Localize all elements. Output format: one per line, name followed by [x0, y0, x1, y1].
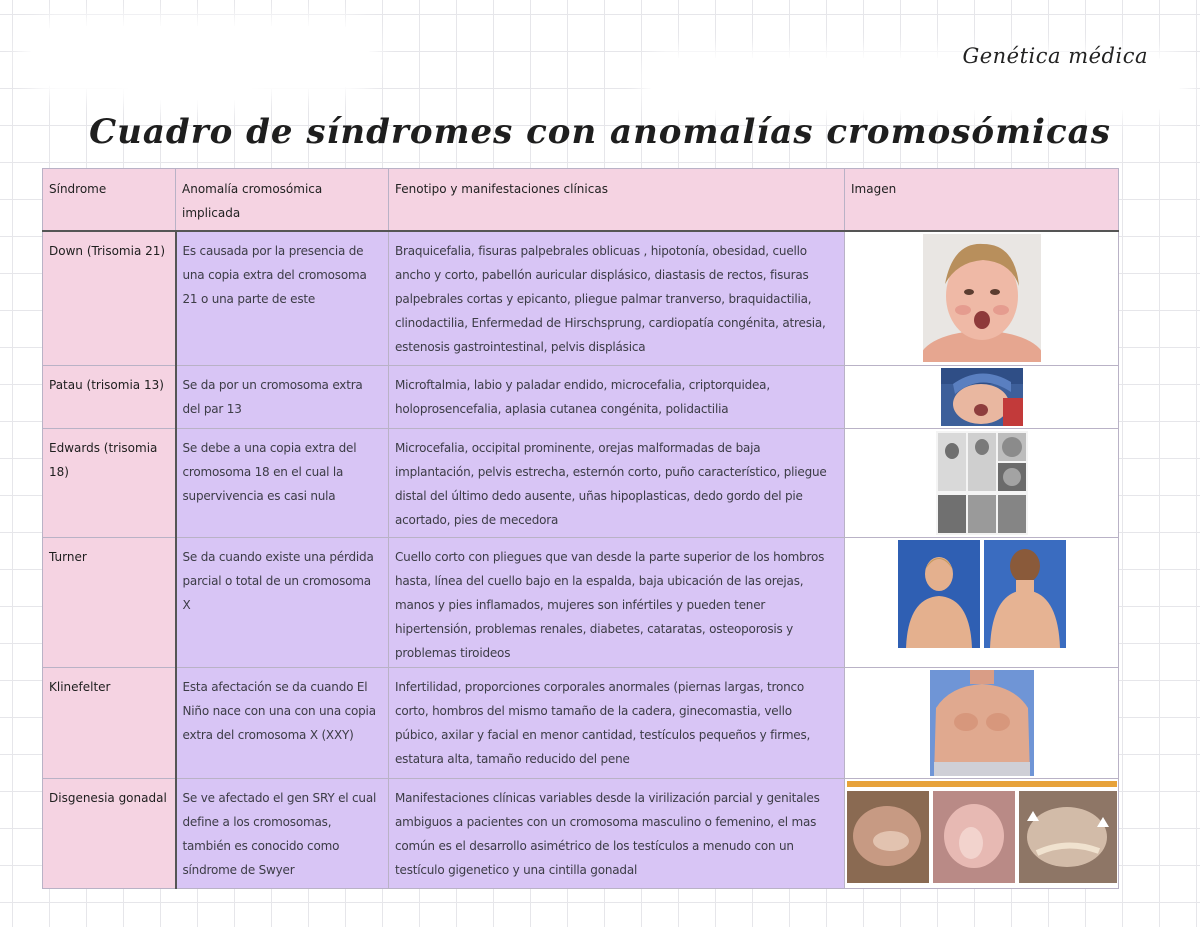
syndromes-table	[42, 168, 1119, 889]
phenotype-description: Microcefalia, occipital prominente, orejas malformadas de baja implantación, pelvis estrecha, esternón corto, puño característico, pliegue distal del último dedo ausente, uñas hipoplasticas, dedo gordo del pie acortado, pies de mecedora	[389, 428, 845, 537]
chromosomal-anomaly: Se da por un cromosoma extra del par 13	[176, 365, 389, 428]
chromosomal-anomaly: Se ve afectado el gen SRY el cual define a los cromosomas, también es conocido como síndrome de Swyer	[176, 778, 389, 888]
syndrome-name: Patau (trisomia 13)	[43, 365, 176, 428]
phenotype-description: Manifestaciones clínicas variables desde la virilización parcial y genitales ambiguos a pacientes con un cromosoma masculino o femenino, el mas común es el desarrollo asimétrico de los testículos a menudo con un testículo gigenetico y una cintilla gonadal	[389, 778, 845, 888]
syndrome-name: Klinefelter	[43, 667, 176, 778]
klinefelter-syndrome-photo	[930, 670, 1034, 776]
header-anomalia: Anomalía cromosómica implicada	[176, 169, 389, 232]
syndrome-name: Edwards (trisomia 18)	[43, 428, 176, 537]
chromosomal-anomaly: Es causada por la presencia de una copia extra del cromosoma 21 o una parte de este	[176, 231, 389, 365]
table-row	[43, 231, 1119, 365]
phenotype-description: Cuello corto con pliegues que van desde la parte superior de los hombros hasta, línea del cuello bajo en la espalda, baja ubicación de las orejas, manos y pies inflamados, mujeres son infértiles y pueden tener hipertensión, problemas renales, diabetes, cataratas, osteoporosis y problemas tiroideos	[389, 537, 845, 667]
table-row	[43, 365, 1119, 428]
chromosomal-anomaly: Esta afectación se da cuando El Niño nace con una con una copia extra del cromosoma X (XXY)	[176, 667, 389, 778]
gonadal-dysgenesis-laparoscopy-photos	[847, 781, 1117, 885]
phenotype-description: Braquicefalia, fisuras palpebrales oblicuas , hipotonía, obesidad, cuello ancho y corto, pabellón auricular displásico, diastasis de rectos, fisuras palpebrales cortas y epicanto, pliegue palmar tranverso, braquidactilia, clinodactilia, Enfermedad de Hirschsprung, cardiopatía congénita, atresia, estenosis gastrointestinal, pelvis displásica	[389, 231, 845, 365]
chromosomal-anomaly: Se da cuando existe una pérdida parcial o total de un cromosoma X	[176, 537, 389, 667]
patau-syndrome-photo	[941, 368, 1023, 426]
syndrome-name: Disgenesia gonadal	[43, 778, 176, 888]
edwards-syndrome-photo-collage	[936, 431, 1028, 535]
table-row	[43, 537, 1119, 667]
table-row	[43, 778, 1119, 888]
header-sindrome: Síndrome	[43, 169, 176, 232]
redacted-author-area-2	[130, 70, 250, 100]
table-row	[43, 428, 1119, 537]
phenotype-description: Microftalmia, labio y paladar endido, microcefalia, criptorquidea, holoprosencefalia, aplasia cutanea congénita, polidactilia	[389, 365, 845, 428]
header-imagen: Imagen	[845, 169, 1119, 232]
table-row	[43, 667, 1119, 778]
turner-syndrome-photos	[898, 540, 1066, 648]
page-title: Cuadro de síndromes con anomalías cromosómicas	[89, 112, 1111, 152]
header-fenotipo: Fenotipo y manifestaciones clínicas	[389, 169, 845, 232]
subject-label: Genética médica	[962, 44, 1148, 68]
chromosomal-anomaly: Se debe a una copia extra del cromosoma 18 en el cual la supervivencia es casi nula	[176, 428, 389, 537]
phenotype-description: Infertilidad, proporciones corporales anormales (piernas largas, tronco corto, hombros del mismo tamaño de la cadera, ginecomastia, vello púbico, axilar y facial en menor cantidad, testículos pequeños y firmes, estatura alta, tamaño reducido del pene	[389, 667, 845, 778]
syndrome-name: Down (Trisomia 21)	[43, 231, 176, 365]
down-syndrome-photo	[923, 234, 1041, 362]
table-header-row	[43, 169, 1119, 232]
syndrome-name: Turner	[43, 537, 176, 667]
